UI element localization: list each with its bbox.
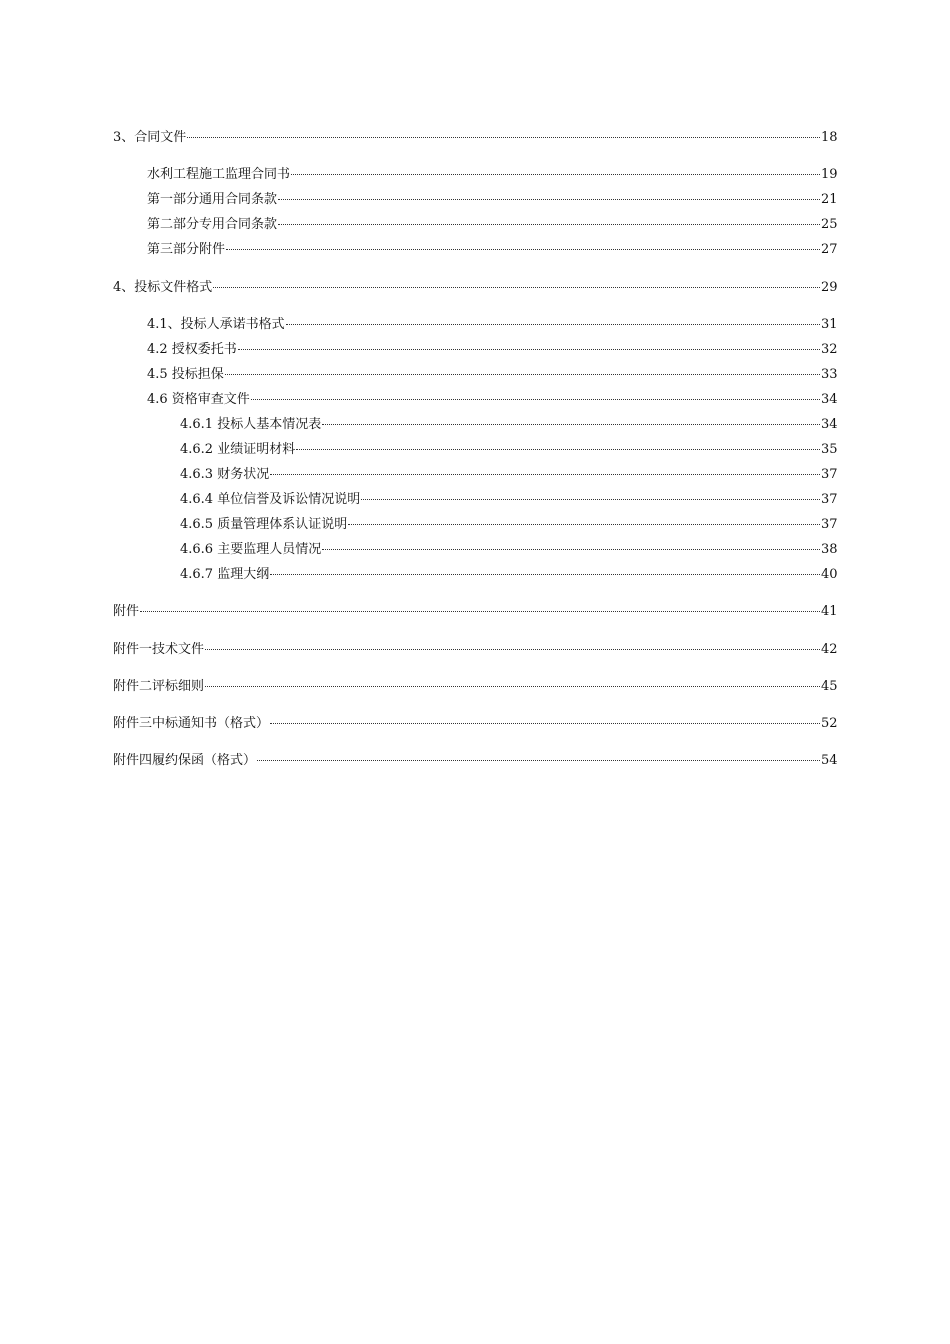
toc-entry-title: 4.6.1 投标人基本情况表 bbox=[180, 417, 322, 432]
dot-leader bbox=[251, 399, 820, 400]
toc-entry-bidder-basic-info[interactable] bbox=[0, 415, 950, 435]
dot-leader bbox=[205, 686, 820, 687]
toc-entry-power-of-attorney[interactable] bbox=[0, 340, 950, 360]
toc-entry-reputation-litigation[interactable] bbox=[0, 490, 950, 510]
dot-leader bbox=[205, 649, 820, 650]
toc-entry-special-terms[interactable] bbox=[0, 215, 950, 235]
toc-entry-title: 第二部分专用合同条款 bbox=[147, 217, 278, 232]
toc-entry-title: 4.6 资格审查文件 bbox=[147, 392, 250, 407]
toc-page-number: 27 bbox=[821, 242, 838, 257]
toc-entry-bidder-commitment[interactable] bbox=[0, 315, 950, 335]
toc-entry-annexes[interactable] bbox=[0, 602, 950, 622]
toc-entry-contract-documents[interactable] bbox=[0, 128, 950, 148]
toc-page-number: 42 bbox=[821, 642, 838, 657]
toc-page-number: 32 bbox=[821, 342, 838, 357]
dot-leader bbox=[270, 474, 820, 475]
toc-entry-title: 附件 bbox=[113, 604, 140, 619]
dot-leader bbox=[257, 760, 820, 761]
toc-page-number: 41 bbox=[821, 604, 838, 619]
toc-entry-part-three-annex[interactable] bbox=[0, 240, 950, 260]
toc-entry-annex-award-notice[interactable] bbox=[0, 714, 950, 734]
dot-leader bbox=[226, 249, 820, 250]
toc-entry-title: 水利工程施工监理合同书 bbox=[147, 167, 291, 182]
toc-entry-title: 4.6.6 主要监理人员情况 bbox=[180, 542, 322, 557]
dot-leader bbox=[270, 723, 820, 724]
dot-leader bbox=[348, 524, 820, 525]
toc-page-number: 35 bbox=[821, 442, 838, 457]
dot-leader bbox=[213, 287, 820, 288]
toc-entry-title: 4.6.5 质量管理体系认证说明 bbox=[180, 517, 348, 532]
toc-entry-title: 4.5 投标担保 bbox=[147, 367, 224, 382]
dot-leader bbox=[225, 374, 820, 375]
toc-page-number: 31 bbox=[821, 317, 838, 332]
toc-page-number: 37 bbox=[821, 517, 838, 532]
toc-page-number: 54 bbox=[821, 753, 838, 768]
toc-entry-title: 附件三中标通知书（格式） bbox=[113, 716, 270, 731]
toc-entry-title: 4.6.7 监理大纲 bbox=[180, 567, 270, 582]
toc-page-number: 45 bbox=[821, 679, 838, 694]
toc-entry-title: 4、投标文件格式 bbox=[113, 280, 213, 295]
toc-entry-title: 4.6.3 财务状况 bbox=[180, 467, 270, 482]
dot-leader bbox=[322, 424, 820, 425]
toc-entry-title: 第一部分通用合同条款 bbox=[147, 192, 278, 207]
toc-page-number: 52 bbox=[821, 716, 838, 731]
toc-entry-general-terms[interactable] bbox=[0, 190, 950, 210]
toc-page-number: 18 bbox=[821, 130, 838, 145]
toc-page-number: 37 bbox=[821, 467, 838, 482]
toc-entry-qualification-documents[interactable] bbox=[0, 390, 950, 410]
toc-entry-supervision-contract[interactable] bbox=[0, 165, 950, 185]
toc-entry-title: 附件二评标细则 bbox=[113, 679, 205, 694]
toc-entry-supervision-outline[interactable] bbox=[0, 565, 950, 585]
toc-page-number: 34 bbox=[821, 417, 838, 432]
toc-page-number: 29 bbox=[821, 280, 838, 295]
toc-entry-key-supervisors[interactable] bbox=[0, 540, 950, 560]
toc-entry-performance-proof[interactable] bbox=[0, 440, 950, 460]
dot-leader bbox=[322, 549, 820, 550]
toc-entry-title: 3、合同文件 bbox=[113, 130, 187, 145]
toc-entry-title: 附件四履约保函（格式） bbox=[113, 753, 257, 768]
dot-leader bbox=[270, 574, 820, 575]
toc-entry-title: 4.6.2 业绩证明材料 bbox=[180, 442, 296, 457]
toc-page-number: 38 bbox=[821, 542, 838, 557]
toc-page-number: 19 bbox=[821, 167, 838, 182]
toc-entry-title: 4.2 授权委托书 bbox=[147, 342, 237, 357]
dot-leader bbox=[140, 611, 820, 612]
toc-page-number: 40 bbox=[821, 567, 838, 582]
toc-page-number: 37 bbox=[821, 492, 838, 507]
toc-page-number: 34 bbox=[821, 392, 838, 407]
toc-entry-title: 第三部分附件 bbox=[147, 242, 226, 257]
dot-leader bbox=[291, 174, 820, 175]
toc-entry-bid-guarantee[interactable] bbox=[0, 365, 950, 385]
dot-leader bbox=[286, 324, 820, 325]
toc-entry-financial-status[interactable] bbox=[0, 465, 950, 485]
toc-entry-annex-technical[interactable] bbox=[0, 640, 950, 660]
toc-entry-title: 附件一技术文件 bbox=[113, 642, 205, 657]
toc-entry-title: 4.1、投标人承诺书格式 bbox=[147, 317, 285, 332]
toc-page-number: 33 bbox=[821, 367, 838, 382]
dot-leader bbox=[187, 137, 820, 138]
dot-leader bbox=[238, 349, 820, 350]
toc-entry-annex-evaluation-rules[interactable] bbox=[0, 677, 950, 697]
toc-entry-title: 4.6.4 单位信誉及诉讼情况说明 bbox=[180, 492, 361, 507]
dot-leader bbox=[296, 449, 820, 450]
dot-leader bbox=[278, 224, 820, 225]
toc-page-number: 25 bbox=[821, 217, 838, 232]
toc-entry-annex-performance-bond[interactable] bbox=[0, 751, 950, 771]
toc-entry-quality-certification[interactable] bbox=[0, 515, 950, 535]
dot-leader bbox=[278, 199, 820, 200]
dot-leader bbox=[361, 499, 820, 500]
toc-page-number: 21 bbox=[821, 192, 838, 207]
toc-entry-bid-format[interactable] bbox=[0, 278, 950, 298]
